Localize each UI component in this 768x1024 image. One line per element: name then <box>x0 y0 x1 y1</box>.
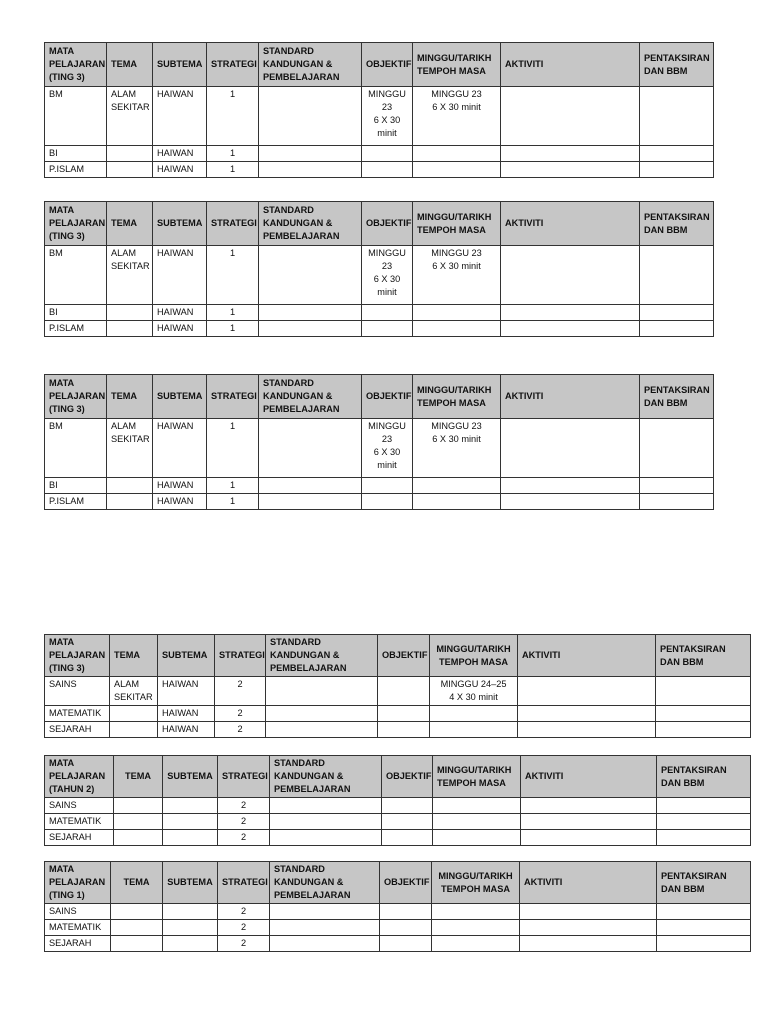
cell-pentaksiran <box>657 830 751 846</box>
cell-standard <box>270 798 382 814</box>
cell-pentaksiran <box>640 246 714 305</box>
header-tema: TEMA <box>114 756 163 798</box>
cell-subject: SAINS <box>45 677 110 706</box>
cell-aktiviti <box>520 904 657 920</box>
lesson-plan-table-4 <box>44 634 751 738</box>
header-pentaksiran: PENTAKSIRAN DAN BBM <box>640 43 714 87</box>
cell-objektif <box>380 920 432 936</box>
cell-subtema: HAIWAN <box>153 87 207 146</box>
cell-minggu <box>433 830 521 846</box>
cell-subtema: HAIWAN <box>158 677 215 706</box>
cell-subtema: HAIWAN <box>153 478 207 494</box>
cell-subject: BI <box>45 305 107 321</box>
cell-subtema: HAIWAN <box>153 419 207 478</box>
cell-strategi: 1 <box>207 494 259 510</box>
cell-tema <box>107 305 153 321</box>
header-subtema: SUBTEMA <box>153 202 207 246</box>
cell-minggu <box>433 814 521 830</box>
cell-minggu <box>413 321 501 337</box>
cell-standard <box>270 936 380 952</box>
cell-subject: SEJARAH <box>45 936 111 952</box>
cell-tema: ALAM SEKITAR <box>107 87 153 146</box>
cell-minggu: MINGGU 23 6 X 30 minit <box>413 419 501 478</box>
header-tema: TEMA <box>110 635 158 677</box>
header-pentaksiran: PENTAKSIRAN DAN BBM <box>640 375 714 419</box>
cell-objektif: MINGGU 23 6 X 30 minit <box>362 246 413 305</box>
cell-objektif <box>382 830 433 846</box>
cell-standard <box>270 904 380 920</box>
header-subtema: SUBTEMA <box>153 43 207 87</box>
cell-subject: BI <box>45 478 107 494</box>
cell-minggu <box>430 722 518 738</box>
cell-pentaksiran <box>640 478 714 494</box>
cell-strategi: 1 <box>207 305 259 321</box>
cell-subtema <box>163 920 218 936</box>
header-mata-pelajaran: MATA PELAJARAN (TING 3) <box>45 202 107 246</box>
cell-objektif <box>378 677 430 706</box>
header-standard: STANDARD KANDUNGAN & PEMBELAJARAN <box>259 202 362 246</box>
cell-subtema: HAIWAN <box>153 246 207 305</box>
table-row <box>45 494 714 510</box>
cell-subtema <box>163 904 218 920</box>
cell-strategi: 1 <box>207 146 259 162</box>
lesson-plan-table-1 <box>44 42 714 178</box>
header-pentaksiran: PENTAKSIRAN DAN BBM <box>656 635 751 677</box>
cell-pentaksiran <box>640 162 714 178</box>
header-strategi: STRATEGI <box>207 43 259 87</box>
cell-tema <box>111 904 163 920</box>
cell-pentaksiran <box>640 146 714 162</box>
cell-subject: P.ISLAM <box>45 494 107 510</box>
header-aktiviti: AKTIVITI <box>501 375 640 419</box>
cell-tema <box>107 478 153 494</box>
header-minggu: MINGGU/TARIKH TEMPOH MASA <box>413 43 501 87</box>
cell-minggu <box>413 478 501 494</box>
table-row <box>45 814 751 830</box>
header-mata-pelajaran: MATA PELAJARAN (TING 3) <box>45 43 107 87</box>
header-objektif: OBJEKTIF <box>380 862 432 904</box>
cell-strategi: 1 <box>207 321 259 337</box>
cell-strategi: 2 <box>218 830 270 846</box>
header-objektif: OBJEKTIF <box>362 375 413 419</box>
cell-subject: SAINS <box>45 798 114 814</box>
cell-strategi: 2 <box>218 798 270 814</box>
header-pentaksiran: PENTAKSIRAN DAN BBM <box>657 862 751 904</box>
header-subtema: SUBTEMA <box>163 756 218 798</box>
cell-pentaksiran <box>656 706 751 722</box>
cell-standard <box>259 494 362 510</box>
lesson-plan-table-6 <box>44 861 751 952</box>
header-strategi: STRATEGI <box>218 756 270 798</box>
cell-subject: BM <box>45 419 107 478</box>
table-row <box>45 87 714 146</box>
table-row <box>45 478 714 494</box>
cell-tema <box>114 830 163 846</box>
cell-subject: SAINS <box>45 904 111 920</box>
header-tema: TEMA <box>107 202 153 246</box>
cell-aktiviti <box>501 321 640 337</box>
cell-subtema: HAIWAN <box>153 305 207 321</box>
table-row <box>45 246 714 305</box>
cell-aktiviti <box>501 478 640 494</box>
header-strategi: STRATEGI <box>207 375 259 419</box>
cell-subject: SEJARAH <box>45 722 110 738</box>
cell-tema <box>114 814 163 830</box>
cell-strategi: 1 <box>207 246 259 305</box>
cell-tema <box>107 146 153 162</box>
cell-tema <box>111 936 163 952</box>
lesson-plan-table-3 <box>44 374 714 510</box>
lesson-plan-table-5 <box>44 755 751 846</box>
cell-strategi: 2 <box>215 706 266 722</box>
cell-pentaksiran <box>657 814 751 830</box>
header-subtema: SUBTEMA <box>153 375 207 419</box>
cell-minggu <box>432 936 520 952</box>
header-strategi: STRATEGI <box>218 862 270 904</box>
cell-standard <box>259 419 362 478</box>
cell-standard <box>259 305 362 321</box>
header-objektif: OBJEKTIF <box>362 202 413 246</box>
lesson-plan-table-2 <box>44 201 714 337</box>
cell-standard <box>266 677 378 706</box>
cell-minggu: MINGGU 23 6 X 30 minit <box>413 87 501 146</box>
cell-aktiviti <box>521 798 657 814</box>
header-aktiviti: AKTIVITI <box>521 756 657 798</box>
cell-minggu <box>413 305 501 321</box>
header-subtema: SUBTEMA <box>158 635 215 677</box>
cell-aktiviti <box>518 722 656 738</box>
header-minggu: MINGGU/TARIKH TEMPOH MASA <box>413 375 501 419</box>
cell-strategi: 1 <box>207 478 259 494</box>
cell-pentaksiran <box>656 722 751 738</box>
cell-strategi: 2 <box>218 814 270 830</box>
cell-aktiviti <box>501 146 640 162</box>
table-row <box>45 936 751 952</box>
header-tema: TEMA <box>107 43 153 87</box>
cell-standard <box>270 814 382 830</box>
cell-pentaksiran <box>657 936 751 952</box>
cell-standard <box>259 162 362 178</box>
table-row <box>45 419 714 478</box>
header-pentaksiran: PENTAKSIRAN DAN BBM <box>657 756 751 798</box>
cell-pentaksiran <box>657 798 751 814</box>
cell-strategi: 1 <box>207 419 259 478</box>
table-row <box>45 830 751 846</box>
cell-pentaksiran <box>640 87 714 146</box>
cell-standard <box>270 920 380 936</box>
header-strategi: STRATEGI <box>207 202 259 246</box>
cell-minggu <box>413 146 501 162</box>
cell-standard <box>259 146 362 162</box>
cell-subject: MATEMATIK <box>45 920 111 936</box>
cell-tema <box>107 321 153 337</box>
cell-objektif: MINGGU 23 6 X 30 minit <box>362 419 413 478</box>
cell-strategi: 2 <box>218 904 270 920</box>
cell-objektif <box>362 146 413 162</box>
cell-subject: MATEMATIK <box>45 814 114 830</box>
cell-minggu <box>432 904 520 920</box>
cell-minggu <box>413 162 501 178</box>
header-aktiviti: AKTIVITI <box>518 635 656 677</box>
header-standard: STANDARD KANDUNGAN & PEMBELAJARAN <box>270 756 382 798</box>
cell-subject: MATEMATIK <box>45 706 110 722</box>
header-pentaksiran: PENTAKSIRAN DAN BBM <box>640 202 714 246</box>
header-minggu: MINGGU/TARIKH TEMPOH MASA <box>430 635 518 677</box>
cell-tema <box>110 722 158 738</box>
cell-objektif <box>380 904 432 920</box>
cell-tema <box>110 706 158 722</box>
header-mata-pelajaran: MATA PELAJARAN (TING 3) <box>45 635 110 677</box>
cell-subject: BI <box>45 146 107 162</box>
header-standard: STANDARD KANDUNGAN & PEMBELAJARAN <box>259 43 362 87</box>
cell-objektif <box>378 722 430 738</box>
cell-minggu <box>433 798 521 814</box>
cell-pentaksiran <box>640 419 714 478</box>
cell-objektif <box>378 706 430 722</box>
header-minggu: MINGGU/TARIKH TEMPOH MASA <box>433 756 521 798</box>
cell-objektif <box>362 162 413 178</box>
table-row <box>45 677 751 706</box>
header-mata-pelajaran: MATA PELAJARAN (TING 1) <box>45 862 111 904</box>
table-row <box>45 798 751 814</box>
cell-subject: SEJARAH <box>45 830 114 846</box>
cell-minggu <box>413 494 501 510</box>
table-row <box>45 706 751 722</box>
cell-tema <box>114 798 163 814</box>
cell-aktiviti <box>501 162 640 178</box>
cell-strategi: 2 <box>218 920 270 936</box>
table-row <box>45 722 751 738</box>
cell-minggu <box>430 706 518 722</box>
cell-pentaksiran <box>640 321 714 337</box>
cell-aktiviti <box>501 419 640 478</box>
header-subtema: SUBTEMA <box>163 862 218 904</box>
cell-aktiviti <box>501 494 640 510</box>
header-objektif: OBJEKTIF <box>378 635 430 677</box>
cell-subject: BM <box>45 87 107 146</box>
cell-subtema: HAIWAN <box>153 146 207 162</box>
cell-aktiviti <box>501 305 640 321</box>
cell-objektif <box>362 478 413 494</box>
header-tema: TEMA <box>111 862 163 904</box>
header-mata-pelajaran: MATA PELAJARAN (TAHUN 2) <box>45 756 114 798</box>
cell-tema <box>107 162 153 178</box>
cell-objektif <box>362 494 413 510</box>
cell-tema <box>107 494 153 510</box>
cell-minggu: MINGGU 24–25 4 X 30 minit <box>430 677 518 706</box>
header-standard: STANDARD KANDUNGAN & PEMBELAJARAN <box>259 375 362 419</box>
cell-subtema <box>163 936 218 952</box>
cell-strategi: 1 <box>207 162 259 178</box>
cell-standard <box>266 706 378 722</box>
cell-standard <box>259 321 362 337</box>
header-strategi: STRATEGI <box>215 635 266 677</box>
cell-subtema: HAIWAN <box>158 722 215 738</box>
cell-standard <box>259 478 362 494</box>
cell-objektif <box>382 798 433 814</box>
table-row <box>45 321 714 337</box>
cell-subject: P.ISLAM <box>45 162 107 178</box>
cell-tema: ALAM SEKITAR <box>107 419 153 478</box>
cell-subject: P.ISLAM <box>45 321 107 337</box>
header-minggu: MINGGU/TARIKH TEMPOH MASA <box>432 862 520 904</box>
header-standard: STANDARD KANDUNGAN & PEMBELAJARAN <box>270 862 380 904</box>
table-row <box>45 146 714 162</box>
cell-subtema: HAIWAN <box>153 321 207 337</box>
header-mata-pelajaran: MATA PELAJARAN (TING 3) <box>45 375 107 419</box>
cell-subtema: HAIWAN <box>158 706 215 722</box>
cell-strategi: 1 <box>207 87 259 146</box>
cell-strategi: 2 <box>215 677 266 706</box>
cell-subject: BM <box>45 246 107 305</box>
header-aktiviti: AKTIVITI <box>501 43 640 87</box>
header-tema: TEMA <box>107 375 153 419</box>
cell-aktiviti <box>518 677 656 706</box>
table-row <box>45 162 714 178</box>
cell-aktiviti <box>520 920 657 936</box>
cell-aktiviti <box>521 814 657 830</box>
cell-tema <box>111 920 163 936</box>
cell-aktiviti <box>520 936 657 952</box>
cell-minggu: MINGGU 23 6 X 30 minit <box>413 246 501 305</box>
cell-strategi: 2 <box>218 936 270 952</box>
header-minggu: MINGGU/TARIKH TEMPOH MASA <box>413 202 501 246</box>
cell-tema: ALAM SEKITAR <box>107 246 153 305</box>
header-objektif: OBJEKTIF <box>382 756 433 798</box>
cell-subtema <box>163 798 218 814</box>
cell-minggu <box>432 920 520 936</box>
cell-objektif <box>380 936 432 952</box>
cell-aktiviti <box>501 87 640 146</box>
cell-pentaksiran <box>656 677 751 706</box>
cell-aktiviti <box>518 706 656 722</box>
cell-pentaksiran <box>640 494 714 510</box>
cell-standard <box>270 830 382 846</box>
cell-aktiviti <box>521 830 657 846</box>
cell-tema: ALAM SEKITAR <box>110 677 158 706</box>
header-standard: STANDARD KANDUNGAN & PEMBELAJARAN <box>266 635 378 677</box>
cell-objektif: MINGGU 23 6 X 30 minit <box>362 87 413 146</box>
cell-standard <box>259 87 362 146</box>
table-row <box>45 904 751 920</box>
cell-pentaksiran <box>657 904 751 920</box>
cell-standard <box>266 722 378 738</box>
cell-subtema <box>163 830 218 846</box>
cell-pentaksiran <box>657 920 751 936</box>
cell-objektif <box>362 305 413 321</box>
cell-subtema: HAIWAN <box>153 494 207 510</box>
cell-subtema: HAIWAN <box>153 162 207 178</box>
cell-objektif <box>362 321 413 337</box>
cell-aktiviti <box>501 246 640 305</box>
table-row <box>45 920 751 936</box>
cell-subtema <box>163 814 218 830</box>
table-row <box>45 305 714 321</box>
header-aktiviti: AKTIVITI <box>520 862 657 904</box>
header-objektif: OBJEKTIF <box>362 43 413 87</box>
cell-standard <box>259 246 362 305</box>
header-aktiviti: AKTIVITI <box>501 202 640 246</box>
cell-objektif <box>382 814 433 830</box>
cell-pentaksiran <box>640 305 714 321</box>
cell-strategi: 2 <box>215 722 266 738</box>
